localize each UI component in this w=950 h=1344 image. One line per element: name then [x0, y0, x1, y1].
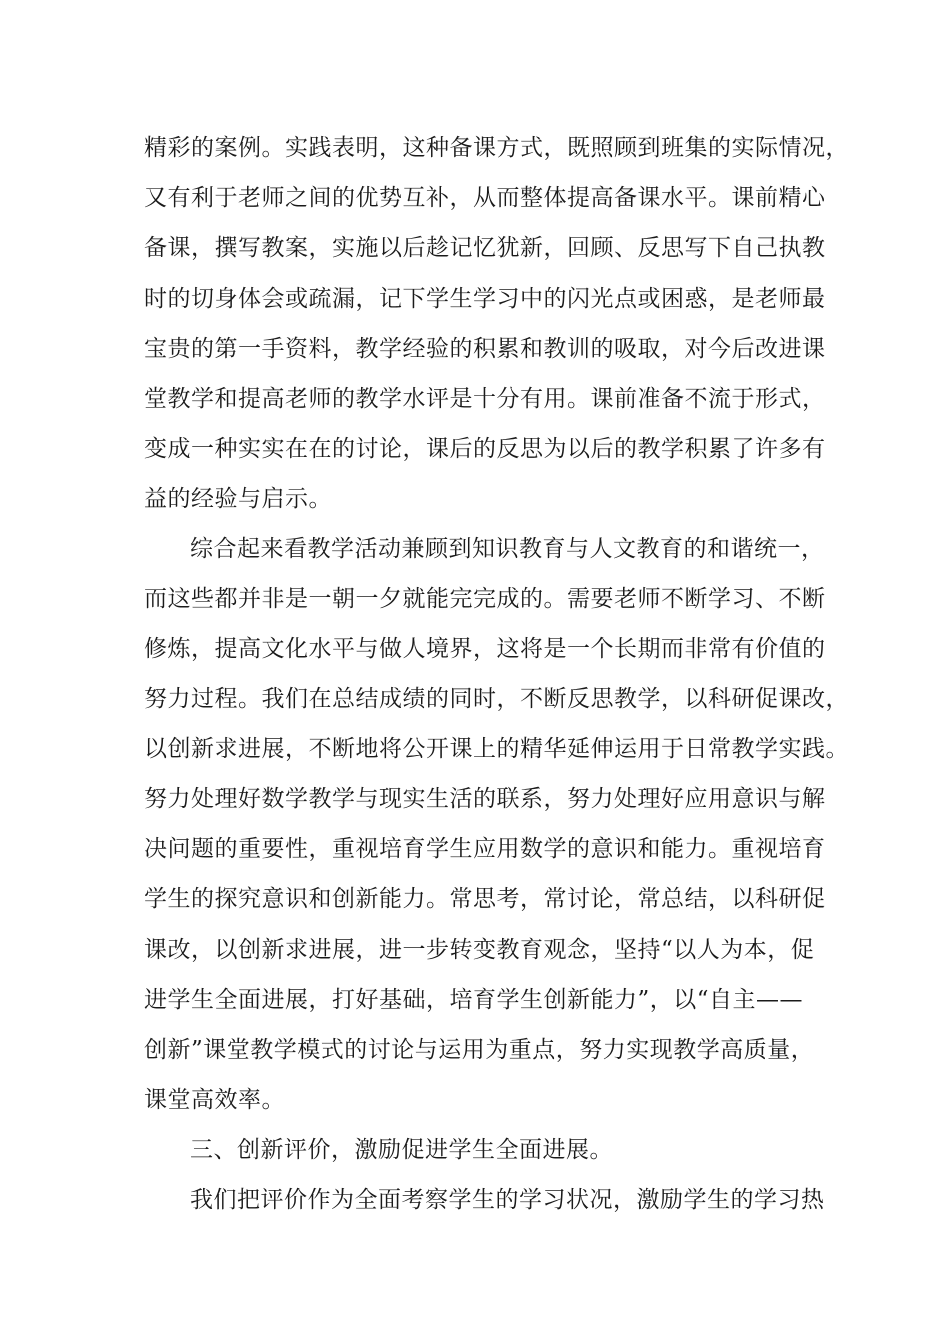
section-heading: 三、创新评价，激励促进学生全面进展。: [190, 1137, 613, 1163]
text-line: 学生的探究意识和创新能力。常思考，常讨论，常总结，以科研促: [144, 886, 826, 912]
text-line: 课堂高效率。: [144, 1087, 285, 1113]
text-line: 而这些都并非是一朝一夕就能完完成的。需要老师不断学习、不断: [144, 586, 826, 612]
text-line: 努力处理好数学教学与现实生活的联系，努力处理好应用意识与解: [144, 786, 826, 812]
text-line: 备课，撰写教案，实施以后趁记忆犹新，回顾、反思写下自己执教: [144, 235, 826, 261]
text-line: 变成一种实实在在的讨论，课后的反思为以后的教学积累了许多有: [144, 436, 826, 462]
text-line: 精彩的案例。实践表明，这种备课方式，既照顾到班集的实际情况，: [144, 135, 849, 161]
text-line: 努力过程。我们在总结成绩的同时，不断反思教学，以科研促课改，: [144, 686, 849, 712]
text-line: 宝贵的第一手资料，教学经验的积累和教训的吸取，对今后改进课: [144, 336, 826, 362]
text-line: 我们把评价作为全面考察学生的学习状况，激励学生的学习热: [190, 1187, 825, 1213]
text-line: 益的经验与启示。: [144, 486, 332, 512]
text-line: 时的切身体会或疏漏，记下学生学习中的闪光点或困惑，是老师最: [144, 286, 826, 312]
text-line: 决问题的重要性，重视培育学生应用数学的意识和能力。重视培育: [144, 836, 826, 862]
text-line: 进学生全面进展，打好基础，培育学生创新能力”，以“自主——: [144, 987, 804, 1013]
text-line: 堂教学和提高老师的教学水评是十分有用。课前准备不流于形式，: [144, 386, 826, 412]
text-line: 创新”课堂教学模式的讨论与运用为重点，努力实现教学高质量，: [144, 1037, 815, 1063]
text-line: 又有利于老师之间的优势互补，从而整体提高备课水平。课前精心: [144, 185, 826, 211]
text-line: 综合起来看教学活动兼顾到知识教育与人文教育的和谐统一，: [190, 536, 825, 562]
text-line: 以创新求进展，不断地将公开课上的精华延伸运用于日常教学实践。: [144, 736, 849, 762]
text-line: 修炼，提高文化水平与做人境界，这将是一个长期而非常有价值的: [144, 636, 826, 662]
text-line: 课改，以创新求进展，进一步转变教育观念，坚持“以人为本，促: [144, 937, 815, 963]
